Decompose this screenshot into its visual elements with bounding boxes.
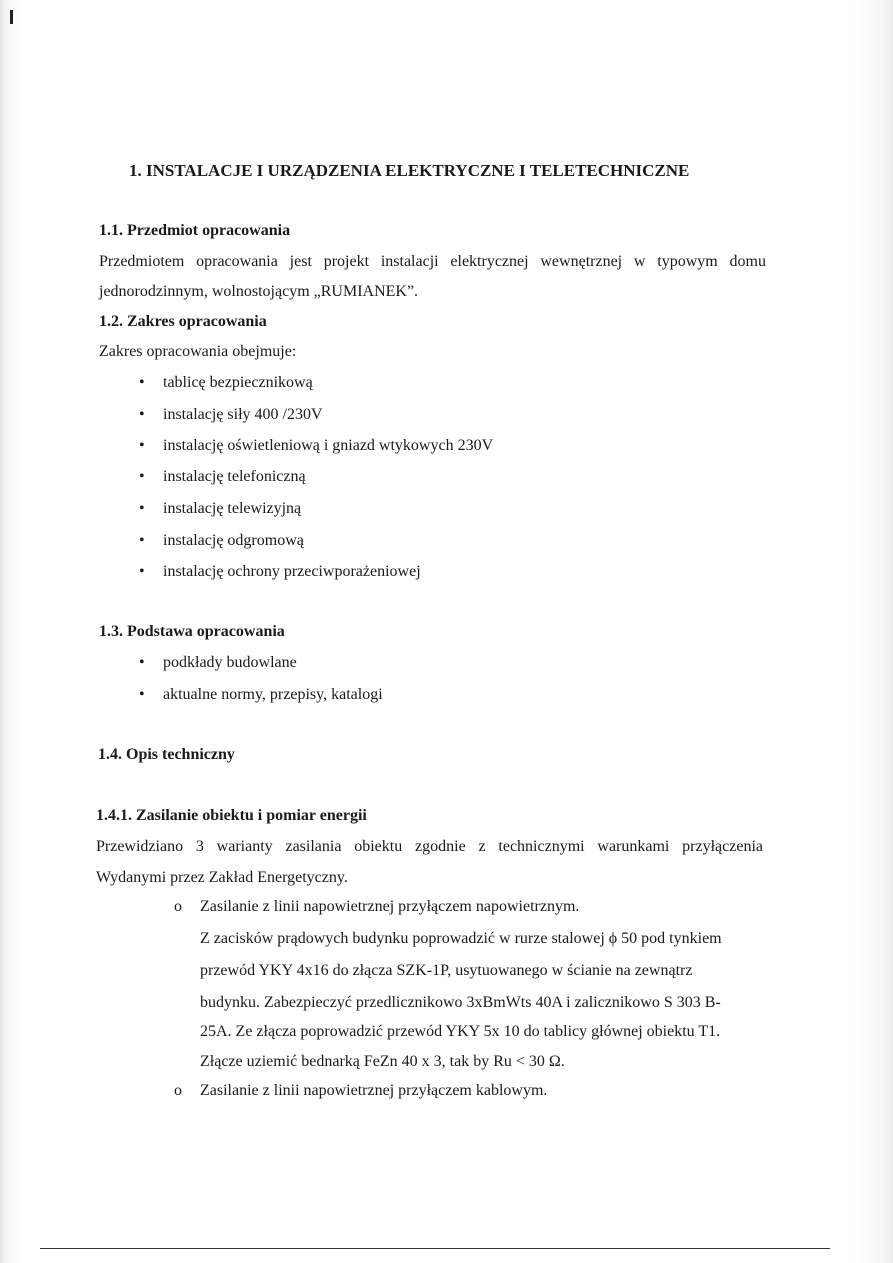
section-1-1-line-2: jednorodzinnym, wolnostojącym „RUMIANEK”. xyxy=(99,283,419,300)
list-item: instalację odgromową xyxy=(163,532,304,549)
section-1-2-title: 1.2. Zakres opracowania xyxy=(99,313,267,330)
bullet-icon: • xyxy=(139,437,145,454)
list-item: instalację telefoniczną xyxy=(163,468,306,485)
bullet-icon: • xyxy=(139,563,145,580)
section-1-2-intro: Zakres opracowania obejmuje: xyxy=(99,343,297,360)
option-2-title: Zasilanie z linii napowietrznej przyłączem kablowym. xyxy=(200,1082,548,1099)
bullet-icon: • xyxy=(139,654,145,671)
section-1-4-1-line-2: Wydanymi przez Zakład Energetyczny. xyxy=(96,869,348,886)
list-item: tablicę bezpiecznikową xyxy=(163,374,313,391)
bullet-icon: • xyxy=(139,532,145,549)
list-item: podkłady budowlane xyxy=(163,654,297,671)
bullet-icon: • xyxy=(139,374,145,391)
option-1-desc-line: Z zacisków prądowych budynku poprowadzić w rurze stalowej ϕ 50 pod tynkiem xyxy=(200,930,722,947)
list-item: instalację telewizyjną xyxy=(163,500,302,517)
option-1-desc-line: budynku. Zabezpieczyć przedlicznikowo 3xBmWts 40A i zalicznikowo S 303 B- xyxy=(200,994,721,1011)
bottom-rule xyxy=(40,1248,830,1249)
option-1-title: Zasilanie z linii napowietrznej przyłączem napowietrznym. xyxy=(200,898,580,915)
option-1-desc-line: Złącze uziemić bednarką FeZn 40 x 3, tak by Ru < 30 Ω. xyxy=(200,1053,565,1070)
bullet-icon: • xyxy=(139,686,145,703)
option-1-desc-line: przewód YKY 4x16 do złącza SZK-1P, usytuowanego w ścianie na zewnątrz xyxy=(200,962,693,979)
list-item: instalację siły 400 /230V xyxy=(163,406,323,423)
section-1-3-title: 1.3. Podstawa opracowania xyxy=(99,623,285,640)
option-1-desc-line: 25A. Ze złącza poprowadzić przewód YKY 5x 10 do tablicy głównej obiektu T1. xyxy=(200,1023,721,1040)
bullet-icon: • xyxy=(139,406,145,423)
list-item: aktualne normy, przepisy, katalogi xyxy=(163,686,383,703)
list-item: instalację oświetleniową i gniazd wtykowych 230V xyxy=(163,437,494,454)
scan-mark xyxy=(10,10,13,24)
section-1-4-1-line-1: Przewidziano 3 warianty zasilania obiektu zgodnie z technicznymi warunkami przyłączenia xyxy=(96,838,763,855)
sub-bullet-icon: o xyxy=(174,1082,182,1099)
section-1-1-line-1: Przedmiotem opracowania jest projekt instalacji elektrycznej wewnętrznej w typowym domu xyxy=(99,253,766,270)
section-1-1-title: 1.1. Przedmiot opracowania xyxy=(99,222,291,239)
main-heading: 1. INSTALACJE I URZĄDZENIA ELEKTRYCZNE I TELETECHNICZNE xyxy=(129,161,690,180)
scan-edge-left xyxy=(0,0,22,1263)
scan-edge-right xyxy=(853,0,893,1263)
section-1-4-1-title: 1.4.1. Zasilanie obiektu i pomiar energii xyxy=(96,807,367,824)
section-1-4-title: 1.4. Opis techniczny xyxy=(98,746,235,763)
bullet-icon: • xyxy=(139,500,145,517)
bullet-icon: • xyxy=(139,468,145,485)
list-item: instalację ochrony przeciwporażeniowej xyxy=(163,563,421,580)
sub-bullet-icon: o xyxy=(174,898,182,915)
